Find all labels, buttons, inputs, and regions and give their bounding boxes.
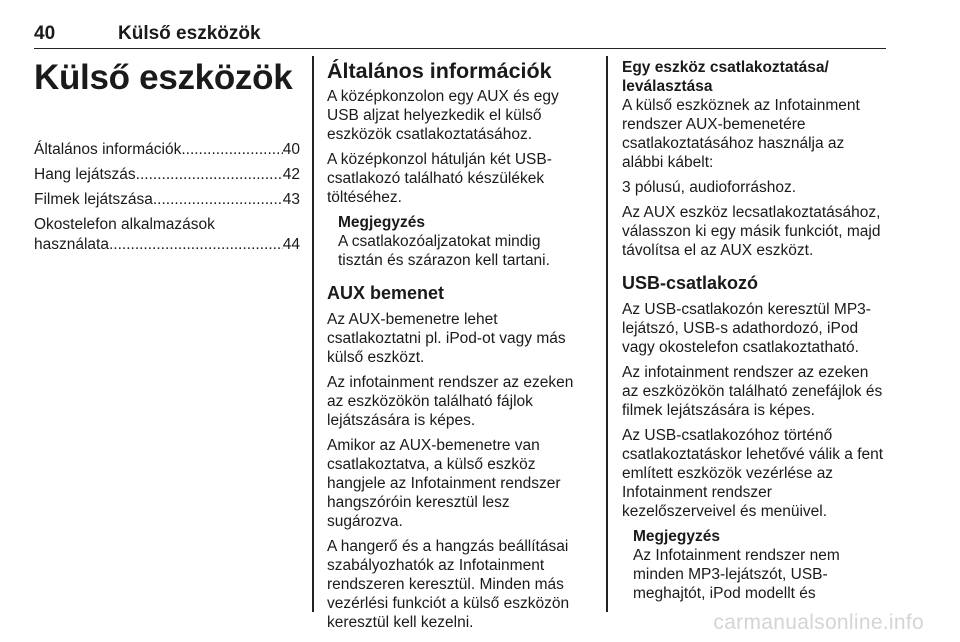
- toc-leader-dots: [153, 190, 283, 210]
- chapter-title: Külső eszközök: [34, 58, 293, 97]
- running-title: Külső eszközök: [118, 23, 261, 44]
- toc-entry-page: 43: [282, 191, 300, 208]
- paragraph: A középkonzol hátulján két USB-csatlakozó található készülékek töltéséhez.: [327, 151, 552, 206]
- note-title: Megjegyzés: [633, 528, 721, 545]
- paragraph: A hangerő és a hangzás beállításai szabályozhatók az Infotainment rendszeren keresztül. Minden más vezérlési funkciót a külső eszközön keresztül kell kezelni.: [327, 538, 570, 631]
- paragraph: A középkonzolon egy AUX és egy USB aljzat helyezkedik el külső eszközök csatlakoztatásához.: [327, 88, 559, 143]
- toc-entry-title: Hang lejátszás: [34, 166, 136, 183]
- note-title: Megjegyzés: [338, 214, 426, 231]
- watermark: carmanualsonline.info: [713, 611, 924, 634]
- toc-leader-dots: [109, 235, 283, 255]
- table-of-contents: [34, 140, 300, 255]
- chapter-column: [34, 58, 300, 260]
- note-box: [622, 527, 886, 603]
- toc-entry-page: 42: [282, 166, 300, 183]
- toc-entry-title: Általános információk: [34, 141, 182, 158]
- paragraph: Az USB-csatlakozóhoz történő csatlakoztatáskor lehetővé válik a fent említett eszközök vezérlése az Infotainment rendszer kezelőszerveivel és menüivel.: [622, 427, 884, 520]
- content-column-general: [327, 58, 585, 638]
- paragraph: Amikor az AUX-bemenetre van csatlakoztatva, a külső eszköz hangjele az Infotainment rendszer hangszóróin keresztül lesz sugározva.: [327, 437, 561, 530]
- paragraph: Az AUX-bemenetre lehet csatlakoztatni pl. iPod-ot vagy más külső eszközt.: [327, 311, 566, 366]
- note-box: [327, 213, 585, 270]
- paragraph: A külső eszköznek az Infotainment rendszer AUX-bemenetére csatlakoztatásához használja az alábbi kábelt:: [622, 97, 860, 171]
- toc-entry[interactable]: [34, 215, 300, 255]
- toc-entry[interactable]: [34, 190, 300, 210]
- paragraph: 3 pólusú, audioforráshoz.: [622, 179, 797, 196]
- content-column-connect: [622, 58, 886, 609]
- section-heading-aux: AUX bemenet: [327, 283, 445, 303]
- page-header: [34, 22, 886, 49]
- bold-heading-connect: Egy eszköz csatlakoztatása/ leválasztása: [622, 59, 829, 95]
- paragraph: Az infotainment rendszer az ezeken az eszközökön található fájlok lejátszására is képes.: [327, 374, 574, 429]
- toc-entry-page: 40: [282, 141, 300, 158]
- column-divider: [606, 56, 608, 612]
- paragraph: Az USB-csatlakozón keresztül MP3-lejátszó, USB-s adathordozó, iPod vagy okostelefon csatlakoztatható.: [622, 301, 871, 356]
- toc-entry[interactable]: [34, 165, 300, 185]
- toc-entry-title-line1: Okostelefon alkalmazások: [34, 216, 215, 233]
- column-divider: [312, 56, 314, 612]
- toc-entry-title: Filmek lejátszása: [34, 191, 153, 208]
- section-heading-general: Általános információk: [327, 59, 552, 83]
- paragraph: Az infotainment rendszer az ezeken az eszközökön található zenefájlok és filmek lejátszására is képes.: [622, 364, 883, 419]
- toc-entry[interactable]: [34, 140, 300, 160]
- toc-entry-title: használata: [34, 236, 109, 253]
- toc-leader-dots: [136, 165, 283, 185]
- section-heading-usb: USB-csatlakozó: [622, 273, 759, 293]
- paragraph: Az AUX eszköz lecsatlakoztatásához, válasszon ki egy másik funkciót, majd távolítsa el az AUX eszközt.: [622, 204, 881, 259]
- note-text: Az Infotainment rendszer nem minden MP3-lejátszót, USB-meghajtót, iPod modellt és: [633, 547, 840, 602]
- toc-entry-page: 44: [282, 236, 300, 253]
- page-number: 40: [34, 23, 56, 44]
- toc-leader-dots: [181, 140, 282, 160]
- note-text: A csatlakozóaljzatokat mindig tisztán és szárazon kell tartani.: [338, 233, 550, 269]
